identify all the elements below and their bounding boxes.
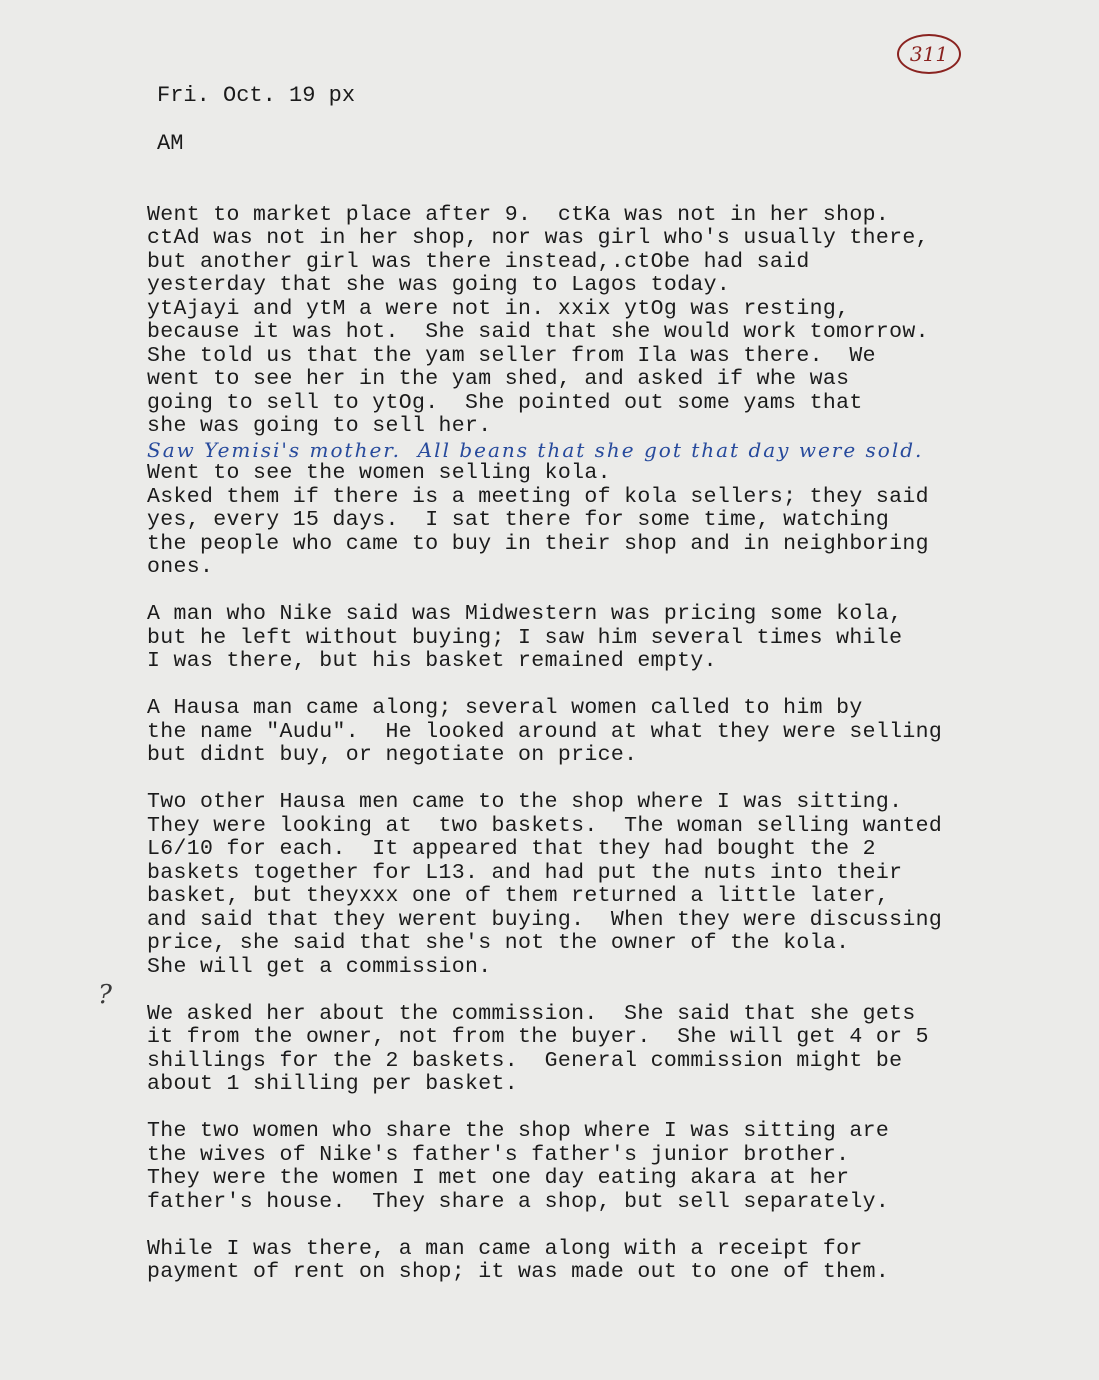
paragraph-gap (147, 1097, 1067, 1121)
typed-line: We asked her about the commission. She said that she gets (147, 1001, 916, 1026)
typed-line: the wives of Nike's father's father's junior brother. (147, 1142, 850, 1167)
paragraph-gap (147, 979, 1067, 1003)
typed-line: Went to market place after 9. ctKa was not in her shop. (147, 202, 890, 227)
typed-line: Two other Hausa men came to the shop where I was sitting. (147, 790, 903, 814)
typed-line: ones. (147, 555, 214, 579)
typed-line: They were looking at two baskets. The woman selling wanted (147, 813, 943, 838)
typed-line: payment of rent on shop; it was made out to one of them. (147, 1260, 890, 1284)
typed-line: baskets together for L13. and had put the nuts into their (147, 860, 903, 885)
typed-line: price, she said that she's not the owner of the kola. (147, 931, 850, 955)
typed-line: While I was there, a man came along with a receipt for (147, 1236, 863, 1261)
handwritten-annotation: Saw Yemisi's mother. All beans that she got that day were sold. (147, 437, 924, 462)
typed-line: basket, but theyxxx one of them returned a little later, (147, 884, 890, 908)
page-number: 311 (897, 34, 961, 74)
typed-line: but he left without buying; I saw him several times while (147, 625, 903, 650)
typed-line: but didnt buy, or negotiate on price. (147, 743, 638, 767)
notes-body (147, 180, 1067, 1285)
paragraph-gap (147, 768, 1067, 792)
paragraph-gap (147, 580, 1067, 604)
typed-line: ctAd was not in her shop, nor was girl who's usually there, (147, 226, 929, 250)
typed-line: shillings for the 2 baskets. General commission might be (147, 1048, 903, 1073)
typed-line: Went to see the women selling kola. (147, 461, 611, 485)
typed-line: because it was hot. She said that she would work tomorrow. (147, 320, 929, 344)
typed-line: went to see her in the yam shed, and asked if whe was (147, 367, 850, 391)
paragraph-gap (147, 1214, 1067, 1238)
paragraph-gap (147, 180, 1067, 204)
typed-line: Asked them if there is a meeting of kola sellers; they said (147, 484, 929, 509)
typed-line: They were the women I met one day eating akara at her (147, 1166, 850, 1190)
typed-line: the people who came to buy in their shop and in neighboring (147, 531, 929, 556)
typed-line: yes, every 15 days. I sat there for some time, watching (147, 508, 890, 532)
typed-line: going to sell to ytOg. She pointed out some yams that (147, 390, 863, 415)
typed-line: father's house. They share a shop, but sell separately. (147, 1189, 890, 1214)
typed-line: ytAjayi and ytM a were not in. xxix ytOg was resting, (147, 296, 850, 321)
typed-line: I was there, but his basket remained empty. (147, 649, 717, 673)
typed-line: she was going to sell her. (147, 414, 492, 438)
session-label: AM (157, 131, 184, 156)
typed-line: the name "Audu". He looked around at what they were selling (147, 719, 943, 744)
typed-line: L6/10 for each. It appeared that they had bought the 2 (147, 837, 876, 861)
typed-line: about 1 shilling per basket. (147, 1072, 519, 1096)
typed-line: yesterday that she was going to Lagos today. (147, 273, 731, 297)
typed-line: but another girl was there instead,.ctObe had said (147, 249, 810, 274)
typed-line: and said that they werent buying. When they were discussing (147, 907, 943, 932)
typed-line: A man who Nike said was Midwestern was pricing some kola, (147, 602, 903, 626)
typed-line: She will get a commission. (147, 954, 492, 979)
margin-question-mark: ? (98, 980, 112, 1010)
typed-line: The two women who share the shop where I was sitting are (147, 1119, 890, 1143)
typed-line: it from the owner, not from the buyer. She will get 4 or 5 (147, 1025, 929, 1049)
paragraph-gap (147, 674, 1067, 698)
typed-line: She told us that the yam seller from Ila was there. We (147, 343, 876, 368)
typed-line: A Hausa man came along; several women called to him by (147, 696, 863, 720)
date-heading: Fri. Oct. 19 px (157, 83, 356, 108)
